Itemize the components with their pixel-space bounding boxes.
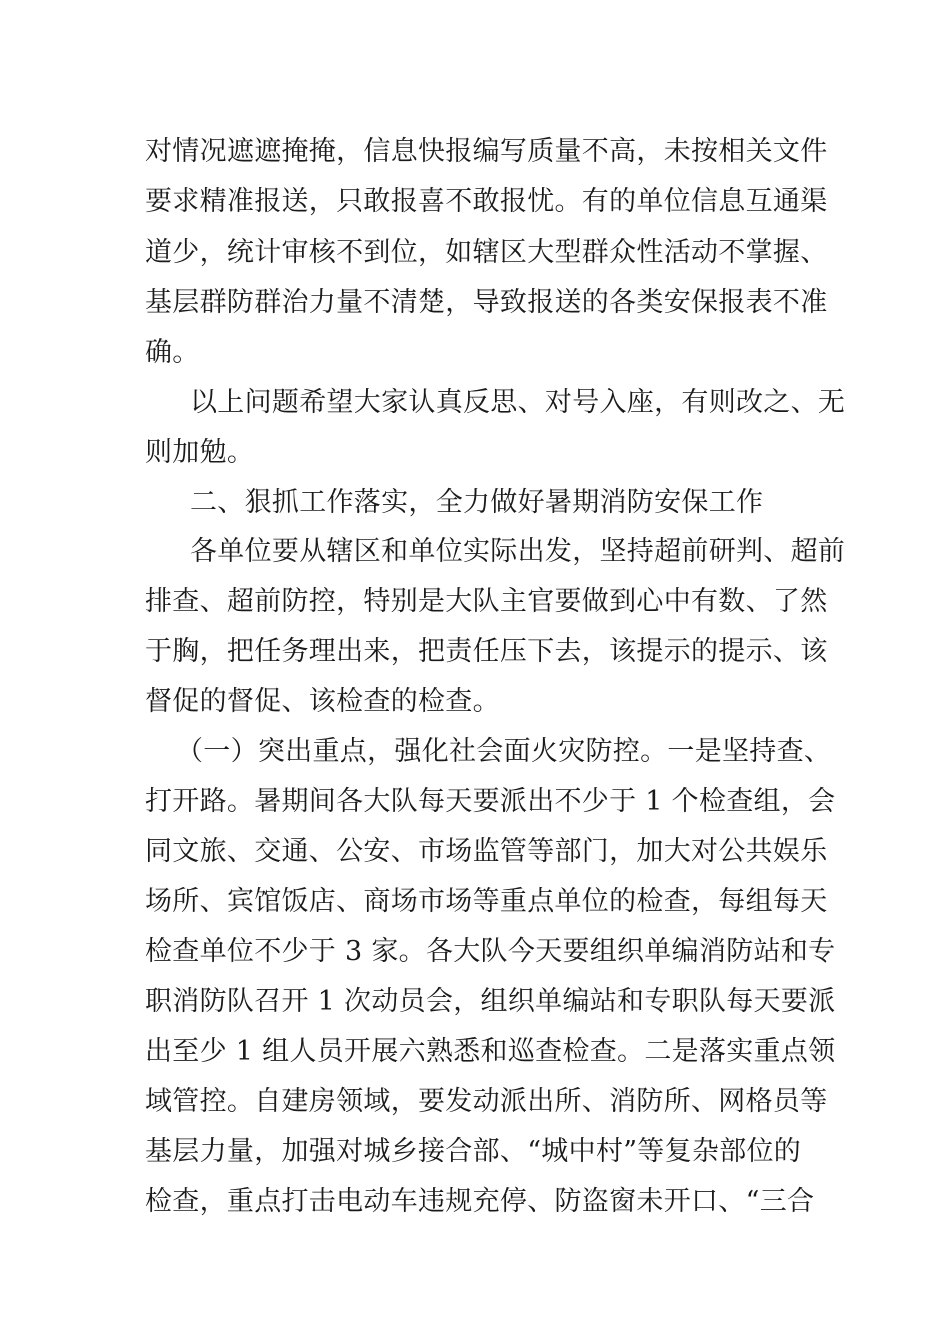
paragraph-line: 对情况遮遮掩掩，信息快报编写质量不高，未按相关文件 <box>145 136 828 167</box>
paragraph-line: 基层群防群治力量不清楚，导致报送的各类安保报表不准 <box>145 287 828 318</box>
paragraph-line: 督促的督促、该检查的检查。 <box>145 686 500 717</box>
paragraph-line: 检查单位不少于 3 家。各大队今天要组织单编消防站和专 <box>145 936 836 967</box>
section-heading: 二、狠抓工作落实，全力做好暑期消防安保工作 <box>190 487 764 518</box>
paragraph-line: 于胸，把任务理出来，把责任压下去，该提示的提示、该 <box>145 636 828 667</box>
paragraph-line: 道少，统计审核不到位，如辖区大型群众性活动不掌握、 <box>145 237 828 268</box>
paragraph-line: 打开路。暑期间各大队每天要派出不少于 1 个检查组，会 <box>145 786 836 817</box>
paragraph-line: 要求精准报送，只敢报喜不敢报忧。有的单位信息互通渠 <box>145 186 828 217</box>
paragraph-line: 场所、宾馆饭店、商场市场等重点单位的检查，每组每天 <box>145 886 828 917</box>
paragraph-line: 以上问题希望大家认真反思、对号入座，有则改之、无 <box>190 387 846 418</box>
paragraph-line: 出至少 1 组人员开展六熟悉和巡查检查。二是落实重点领 <box>145 1036 836 1067</box>
paragraph-line: 确。 <box>145 337 200 368</box>
paragraph-line: 检查，重点打击电动车违规充停、防盗窗未开口、“三合 <box>145 1186 815 1217</box>
paragraph-line: 职消防队召开 1 次动员会，组织单编站和专职队每天要派 <box>145 986 836 1017</box>
paragraph-line: 则加勉。 <box>145 437 255 468</box>
paragraph-line: 同文旅、交通、公安、市场监管等部门，加大对公共娱乐 <box>145 836 828 867</box>
paragraph-line: 排查、超前防控，特别是大队主官要做到心中有数、了然 <box>145 586 828 617</box>
paragraph-line: 基层力量，加强对城乡接合部、“城中村”等复杂部位的 <box>145 1136 802 1167</box>
paragraph-line: 各单位要从辖区和单位实际出发，坚持超前研判、超前 <box>190 536 846 567</box>
paragraph-line: 域管控。自建房领域，要发动派出所、消防所、网格员等 <box>145 1086 828 1117</box>
paragraph-line: （一）突出重点，强化社会面火灾防控。一是坚持查、 <box>176 736 832 767</box>
